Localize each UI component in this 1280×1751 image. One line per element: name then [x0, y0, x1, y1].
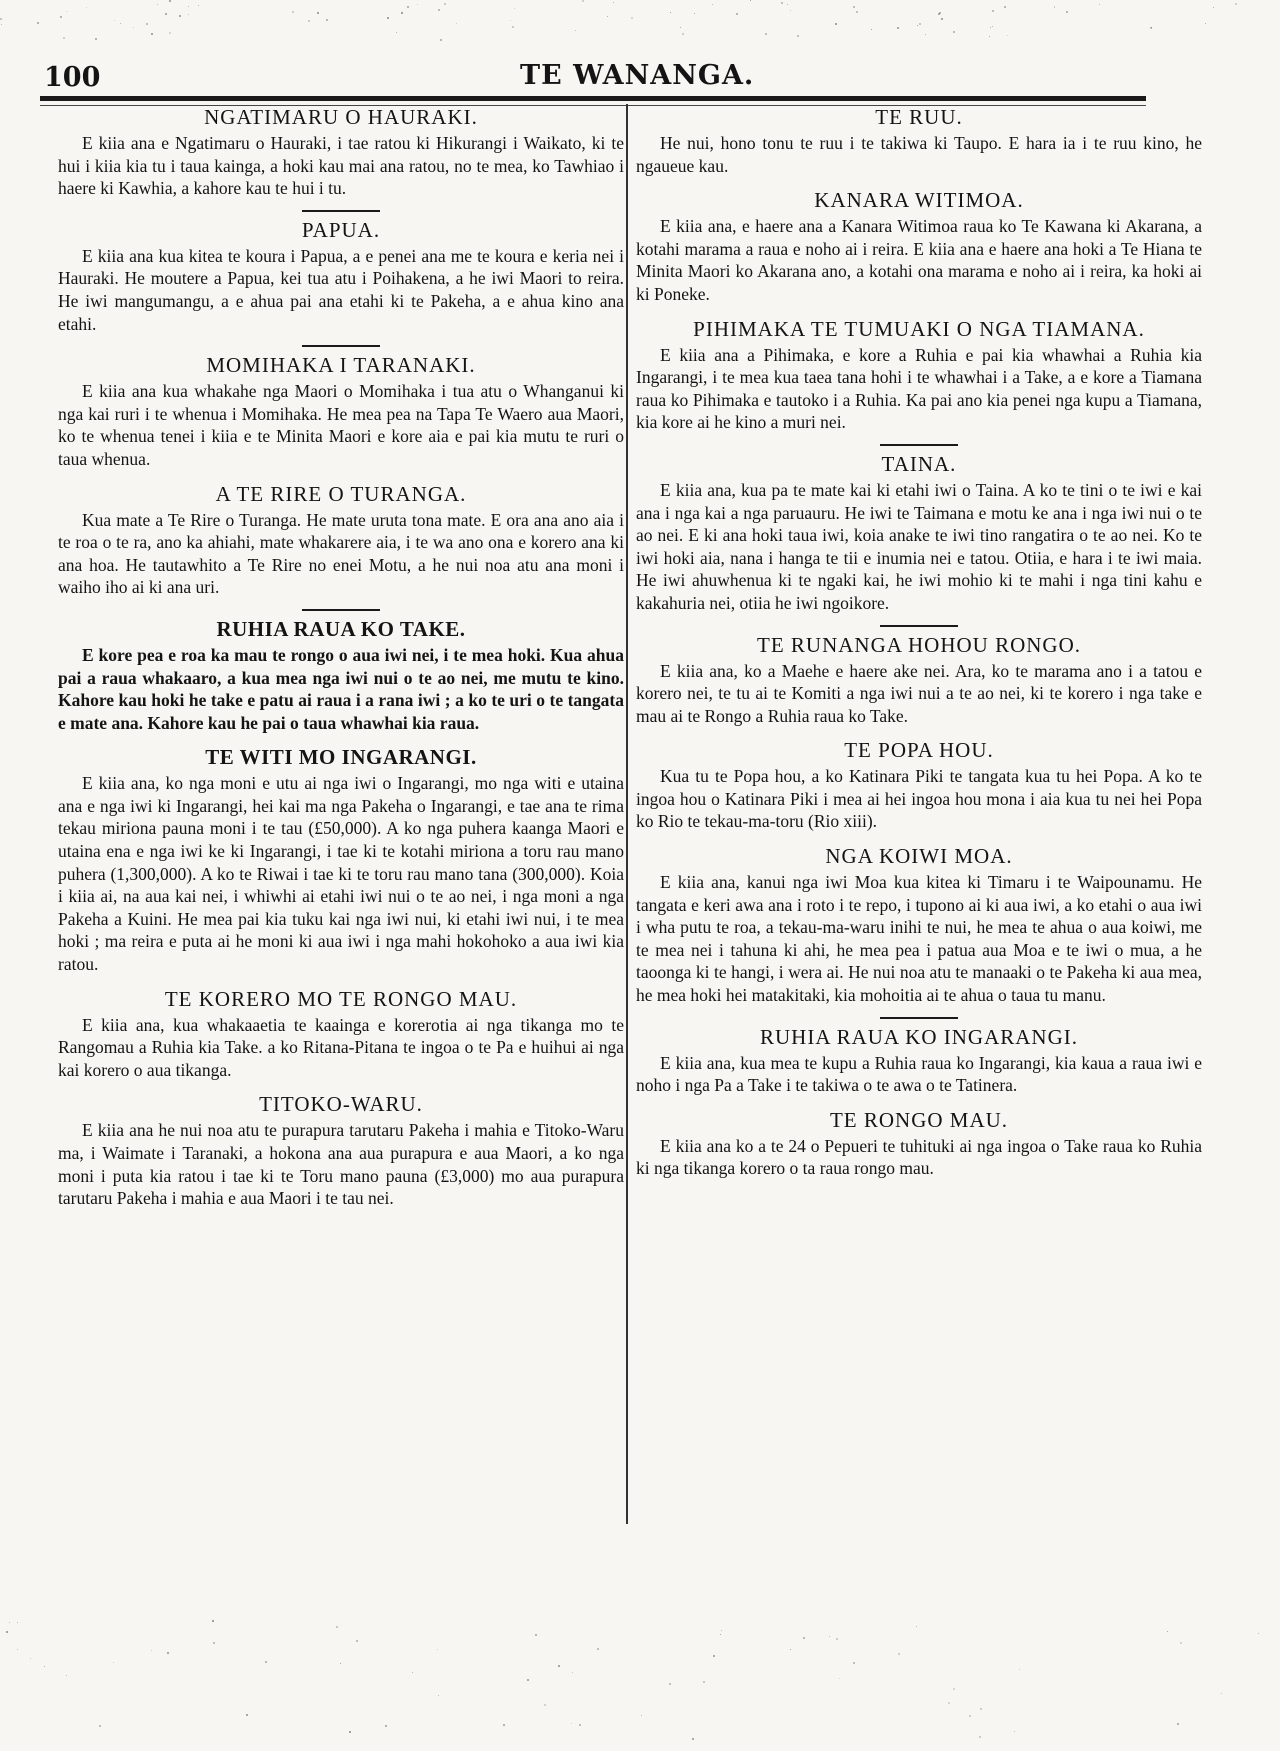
masthead-title: TE WANANGA. [520, 60, 755, 91]
scan-speck [1099, 4, 1100, 5]
scan-speck [151, 1650, 152, 1651]
scan-speck [326, 19, 328, 21]
article-body: E kiia ana, kua whakaaetia te kaainga e korerotia ai nga tikanga mo te Rangomau a Ruhia kia Take. a ko Ritana-Pitana te ingoa o te Pa e huihui ai nga kai korero o aua tikanga. [58, 1014, 624, 1080]
scan-speck [781, 2, 783, 4]
scan-speck [856, 11, 858, 13]
scan-speck [17, 1649, 18, 1650]
scan-speck [438, 1695, 439, 1696]
scan-speck [1180, 1642, 1182, 1644]
scan-speck [349, 1731, 351, 1733]
scan-speck [1019, 1669, 1020, 1670]
section-divider [880, 444, 958, 446]
article [636, 737, 1202, 833]
article [58, 210, 624, 335]
article-body: E kiia ana, kanui nga iwi Moa kua kitea ki Timaru i te Waipounamu. He tangata e keri awa ana i roto i te repo, i tupono ai ki aua iwi, a ko etahi o aua iwi i wha putu te roa, a tekau-ma-waru inihi te nui, he mea te ahua o aua koiwi, me te mea nei i tahuna ki ahi, he mea pea i patua aua Moa e te iwi o mua, a he taoonga ki te hangi, i wera ai. He nui noa atu te manaaki o te Pakeha ki aua mea, he mea hoki hei matakitaki, kia mohoitia ai te ahua o taua tu manu. [636, 872, 1202, 1006]
scan-speck [188, 6, 189, 7]
scan-speck [765, 33, 767, 35]
article-body: E kiia ana, ko nga moni e utu ai nga iwi o Ingarangi, mo nga witi e utaina ana e nga iwi ki Ingarangi, hei kai ma nga Pakeha o Ingarangi, e tae ana te rima tekau miriona pauna moni i te tau (£50,000). A ko nga puhera kaanga Maori e utaina ena e nga iwi ke ki Ingarangi, i tae ki te kotahi miriona a toru rau mano puhera (1,300,000). A ko te Riwai i tae ki te toru rau mano tana (300,000). Koia i kiia ai, na aua kai nei, i whiwhi ai etahi iwi nui o te ao nei, i nga moni a nga Pakeha a Kuini. He mea pai kia tuku kai nga iwi nui, ki etahi iwi nui, i te mea hoki ; ma reira e puta ai he moni ki aua iwi i nga mahi hokohoko a aua iwi kia ratou. [58, 773, 624, 975]
scan-speck [417, 4, 418, 5]
scan-speck [736, 13, 738, 15]
scan-speck [438, 9, 440, 11]
scan-speck [597, 1648, 599, 1650]
article [636, 316, 1202, 434]
article [636, 1017, 1202, 1097]
scan-speck [853, 1662, 855, 1664]
scan-speck [510, 20, 511, 21]
scan-speck [916, 1626, 917, 1627]
section-divider [880, 625, 958, 627]
scan-speck [787, 4, 788, 5]
scan-speck [340, 1663, 341, 1664]
scan-speck [336, 1626, 338, 1628]
scan-speck [37, 22, 39, 24]
article-body: E kiia ana ko a te 24 o Pepueri te tuhituki ai nga ingoa o Take raua ko Ruhia ki nga tikanga korero o ta raua rongo mau. [636, 1135, 1202, 1179]
scan-speck [265, 1661, 267, 1663]
scan-speck [692, 1738, 694, 1740]
scan-speck [713, 1655, 715, 1657]
scan-speck [992, 26, 993, 27]
column-divider [626, 104, 628, 1524]
scan-speck [157, 4, 158, 5]
scan-speck [1235, 3, 1237, 5]
article [58, 986, 624, 1082]
article [636, 843, 1202, 1007]
right-column [636, 104, 1202, 1190]
scan-speck [641, 1715, 642, 1716]
scan-speck [979, 1736, 981, 1738]
scan-speck [613, 2, 614, 3]
article [636, 1107, 1202, 1180]
scan-speck [953, 1688, 955, 1690]
scan-speck [917, 25, 918, 26]
section-divider [880, 1017, 958, 1019]
scan-speck [66, 11, 67, 12]
scan-speck [989, 36, 990, 37]
scan-speck [1213, 7, 1214, 8]
scan-speck [579, 1724, 581, 1726]
article-title: RUHIA RAUA KO TAKE. [216, 616, 466, 641]
scan-speck [246, 1714, 248, 1716]
scan-speck [66, 1675, 67, 1676]
article-body: Kua mate a Te Rire o Turanga. He mate uruta tona mate. E ora ana ano aia i te roa o te ra, ano ka ahiahi, mate whakarere aia, i te wa ano ona e korero ana ki ana hoa. He tautawhito a Te Rire no enei Motu, a he nui noa atu ana moni i waiho iho ai ki ana uri. [58, 509, 624, 598]
scan-speck [992, 10, 994, 12]
scan-speck [0, 18, 2, 20]
article-title: TAINA. [881, 451, 957, 476]
section-divider [302, 609, 380, 611]
scan-speck [712, 4, 713, 5]
article-title: TE WITI MO INGARANGI. [205, 745, 477, 770]
article [58, 345, 624, 470]
section-divider [302, 210, 380, 212]
scan-speck [670, 12, 671, 13]
scan-speck [99, 1725, 101, 1727]
scan-speck [790, 10, 791, 11]
scan-speck [146, 23, 148, 25]
article [636, 625, 1202, 728]
article [58, 744, 624, 975]
scan-speck [898, 1653, 900, 1655]
scan-speck [356, 1640, 358, 1642]
scan-speck [720, 1634, 721, 1635]
scan-speck [669, 1683, 671, 1685]
scan-speck [582, 0, 584, 2]
article-title: A TE RIRE O TURANGA. [215, 481, 467, 506]
scan-speck [17, 1622, 18, 1623]
scan-speck [113, 1662, 114, 1663]
scan-speck [571, 1723, 572, 1724]
scan-speck [169, 32, 171, 34]
header-rule-thick [40, 96, 1146, 101]
scan-speck [396, 32, 397, 33]
scan-speck [953, 31, 955, 33]
scan-speck [790, 1649, 791, 1650]
article-title: TITOKO-WARU. [259, 1092, 423, 1117]
scan-speck [1177, 1723, 1179, 1725]
article-title: NGATIMARU O HAURAKI. [204, 105, 478, 129]
scan-speck [721, 1630, 722, 1631]
scan-speck [133, 27, 134, 28]
article-body: E kiia ana, kua pa te mate kai ki etahi iwi o Taina. A ko te tini o te iwi e kai ana i nga kai a nga paruauru. He iwi te Taimana e motu ke ana i nga iwi nui o te ao nei. E ki ana hoki taua iwi, koia anake te iwi tino rangatira o te ao nei. Ko te iwi hoki aia, nana i hanga te tii e inumia nei e tatou. Otiia, e hara i te iwi maia. He iwi ahuwhenua ki te ngaki kai, he iwi mohio ki te mahi i nga tini kahu e kakahuria nei, otiia he iwi ngoikore. [636, 479, 1202, 613]
scan-speck [535, 1634, 537, 1636]
scan-speck [1007, 35, 1008, 36]
scan-speck [317, 12, 319, 14]
scan-speck [1066, 11, 1068, 13]
scan-speck [694, 13, 695, 14]
left-column [58, 104, 624, 1220]
article-title: PAPUA. [301, 217, 381, 242]
scan-speck [6, 1631, 8, 1633]
scan-speck [292, 11, 294, 13]
article-title: TE KORERO MO TE RONGO MAU. [164, 986, 518, 1011]
scan-speck [212, 1620, 214, 1622]
scan-speck [114, 20, 115, 21]
scan-speck [680, 27, 681, 28]
scan-speck [871, 29, 872, 30]
article [636, 104, 1202, 177]
scan-speck [385, 1725, 387, 1727]
scan-speck [1, 24, 2, 25]
article-title: MOMIHAKA I TARANAKI. [206, 353, 476, 378]
scan-speck [682, 33, 684, 35]
scan-speck [948, 1702, 950, 1704]
article [636, 187, 1202, 305]
scan-speck [803, 1637, 805, 1639]
scan-speck [897, 27, 899, 29]
article-body: E kiia ana e Ngatimaru o Hauraki, i tae ratou ki Hikurangi i Waikato, ki te hui i kiia kia tu i taua kainga, a hoki kau mai ana ratou, no te mea, ko Tawhiao i haere ki Kawhia, a kahore kau te hui i tu. [58, 133, 624, 199]
article-title: NGA KOIWI MOA. [825, 844, 1013, 869]
article-title: TE RONGO MAU. [829, 1107, 1009, 1132]
scan-speck [437, 1649, 438, 1650]
article-title: RUHIA RAUA KO INGARANGI. [760, 1024, 1078, 1049]
article-title: TE RUNANGA HOHOU RONGO. [757, 632, 1081, 657]
scan-speck [925, 34, 926, 35]
article-body: E kiia ana, e haere ana a Kanara Witimoa raua ko Te Kawana ki Akarana, a kotahi marama a raua e noho ai i reira. E kiia ana e haere ana hoki a Te Hiana te Minita Maori ko Akarana ano, a kotahi ona marama e noho ai i reira, ka hoki ai ki Poneke. [636, 216, 1202, 304]
article-body: Kua tu te Popa hou, a ko Katinara Piki te tangata kua tu hei Popa. A ko te ingoa hou o Katinara Piki i mea ai hei ingoa hou mona i aia kua tu nei hei Popa ko Rio te tekau-ma-toru (Rio xiii). [636, 766, 1202, 832]
article-body: E kiia ana he nui noa atu te purapura tarutaru Pakeha i mahia e Titoko-Waru ma, i Waimate i Taranaki, a hokona ana aua purapura e aua Maori, a ko nga moni i puta kia ratou i tae ki te Toru mano pauna (£3,000) mo aua purapura tarutaru Pakeha i mahia e aua Maori i te tau nei. [58, 1120, 624, 1209]
scan-speck [401, 12, 403, 14]
article-body: He nui, hono tonu te ruu i te takiwa ki Taupo. E hara ia i te ruu kino, he ngaueue kau. [636, 133, 1202, 176]
article-title: PIHIMAKA TE TUMUAKI O NGA TIAMANA. [693, 316, 1145, 341]
scan-speck [9, 1622, 10, 1623]
scan-speck [969, 1715, 971, 1717]
article-body: E kiia ana kua kitea te koura i Papua, a e penei ana me te koura e keria nei i Hauraki. He moutere a Papua, kei tua atu i Poihakena, a he iwi Maori to reira. He iwi mangumangu, a e ahua pai ana etahi ki te Pakeha, a e ahua kino ana etahi. [58, 245, 624, 334]
scan-speck [941, 18, 943, 20]
article-title: TE POPA HOU. [844, 738, 994, 763]
article-body: E kiia ana kua whakahe nga Maori o Momihaka i tua atu o Whanganui ki nga kai ruri i te whenua i Momihaka. He mea pea na Tapa Te Waero aua Maori, ko te whenua tenei i kiia e te Minita Maori e kore aia e pai kia mutu te ruri o taua whenua. [58, 381, 624, 469]
scan-speck [980, 1708, 982, 1710]
scan-speck [853, 6, 855, 8]
scan-speck [63, 37, 65, 39]
scan-speck [575, 30, 576, 31]
scan-speck [631, 17, 633, 19]
article-body: E kiia ana, ko a Maehe e haere ake nei. Ara, ko te marama ano i a tatou e korero nei, te tu ai te Komiti a nga iwi nui a te ao nei, ki te korero i nga take e mau ai te Rongo a Ruhia raua ko Take. [636, 660, 1202, 726]
scan-speck [835, 23, 837, 25]
scan-speck [836, 1638, 838, 1640]
scan-speck [188, 14, 189, 15]
article [636, 444, 1202, 615]
scan-speck [1150, 27, 1152, 29]
scan-speck [120, 23, 121, 24]
scan-speck [308, 20, 310, 22]
scan-speck [456, 23, 457, 24]
scan-speck [151, 33, 153, 35]
article-body: E kiia ana, kua mea te kupu a Ruhia raua ko Ingarangi, kia kaua a raua iwi e noho i nga Pa a Take i te takiwa o te awa o te Tatinera. [636, 1052, 1202, 1096]
article-title: TE RUU. [875, 105, 963, 129]
article-body: E kore pea e roa ka mau te rongo o aua iwi nei, i te mea hoki. Kua ahua pai a raua whakaaro, a kua mea nga iwi nui o te ao nei, me mutu te kino. Kahore kau hoki he take e patu ai raua i a rana iwi ; a ko te uri o te tangata e mate ana. Kahore kau he pai o taua whawhai kia raua. [58, 644, 624, 733]
article-title: KANARA WITIMOA. [814, 188, 1024, 213]
scan-speck [44, 1666, 45, 1667]
scan-speck [440, 39, 442, 41]
scan-speck [1014, 1731, 1015, 1732]
scan-speck [387, 17, 389, 19]
scan-speck [990, 27, 991, 28]
article [58, 1091, 624, 1209]
scan-speck [86, 7, 87, 8]
scan-speck [169, 0, 171, 2]
scan-speck [750, 0, 751, 1]
scan-speck [95, 38, 97, 40]
scan-speck [30, 1658, 31, 1659]
scan-speck [514, 8, 515, 9]
scan-speck [544, 1704, 546, 1706]
bottom-edge-noise [0, 1741, 1280, 1751]
scan-speck [60, 16, 62, 18]
scan-speck [797, 35, 799, 37]
top-edge-noise [0, 0, 1280, 10]
scan-speck [829, 1636, 830, 1637]
article [58, 609, 624, 734]
scan-speck [512, 26, 514, 28]
scan-speck [572, 1672, 573, 1673]
scan-speck [558, 1665, 560, 1667]
scan-speck [607, 16, 608, 17]
scan-speck [412, 1672, 413, 1673]
scan-speck [407, 6, 409, 8]
scan-speck [1221, 1693, 1222, 1694]
article-body: E kiia ana a Pihimaka, e kore a Ruhia e pai kia whawhai a Ruhia kia Ingarangi, i te mea kua taea tana hohi i te whawhai i a Take, a e kore a Tiamana raua ko Pihimaka e tautoko i a Ruhia. Ka pai ano kia penei nga kupu a Tiamana, kia kore ai he kino a muri nei. [636, 344, 1202, 433]
scan-speck [167, 1652, 169, 1654]
scan-speck [1004, 6, 1006, 8]
scan-speck [919, 23, 921, 25]
scan-speck [444, 3, 446, 5]
page-number: 100 [44, 62, 101, 93]
scan-speck [198, 5, 199, 6]
scan-speck [939, 12, 941, 14]
article [58, 104, 624, 200]
article [58, 481, 624, 599]
scan-speck [703, 1681, 705, 1683]
scan-speck [1167, 1631, 1168, 1632]
scan-speck [503, 1724, 505, 1726]
section-divider [302, 345, 380, 347]
scan-speck [1054, 7, 1055, 8]
scan-speck [213, 1642, 215, 1644]
scan-speck [839, 1678, 840, 1679]
scan-speck [165, 13, 167, 15]
scan-speck [1205, 23, 1206, 24]
scan-speck [527, 1679, 529, 1681]
scan-speck [1258, 1633, 1259, 1634]
scan-speck [179, 15, 181, 17]
